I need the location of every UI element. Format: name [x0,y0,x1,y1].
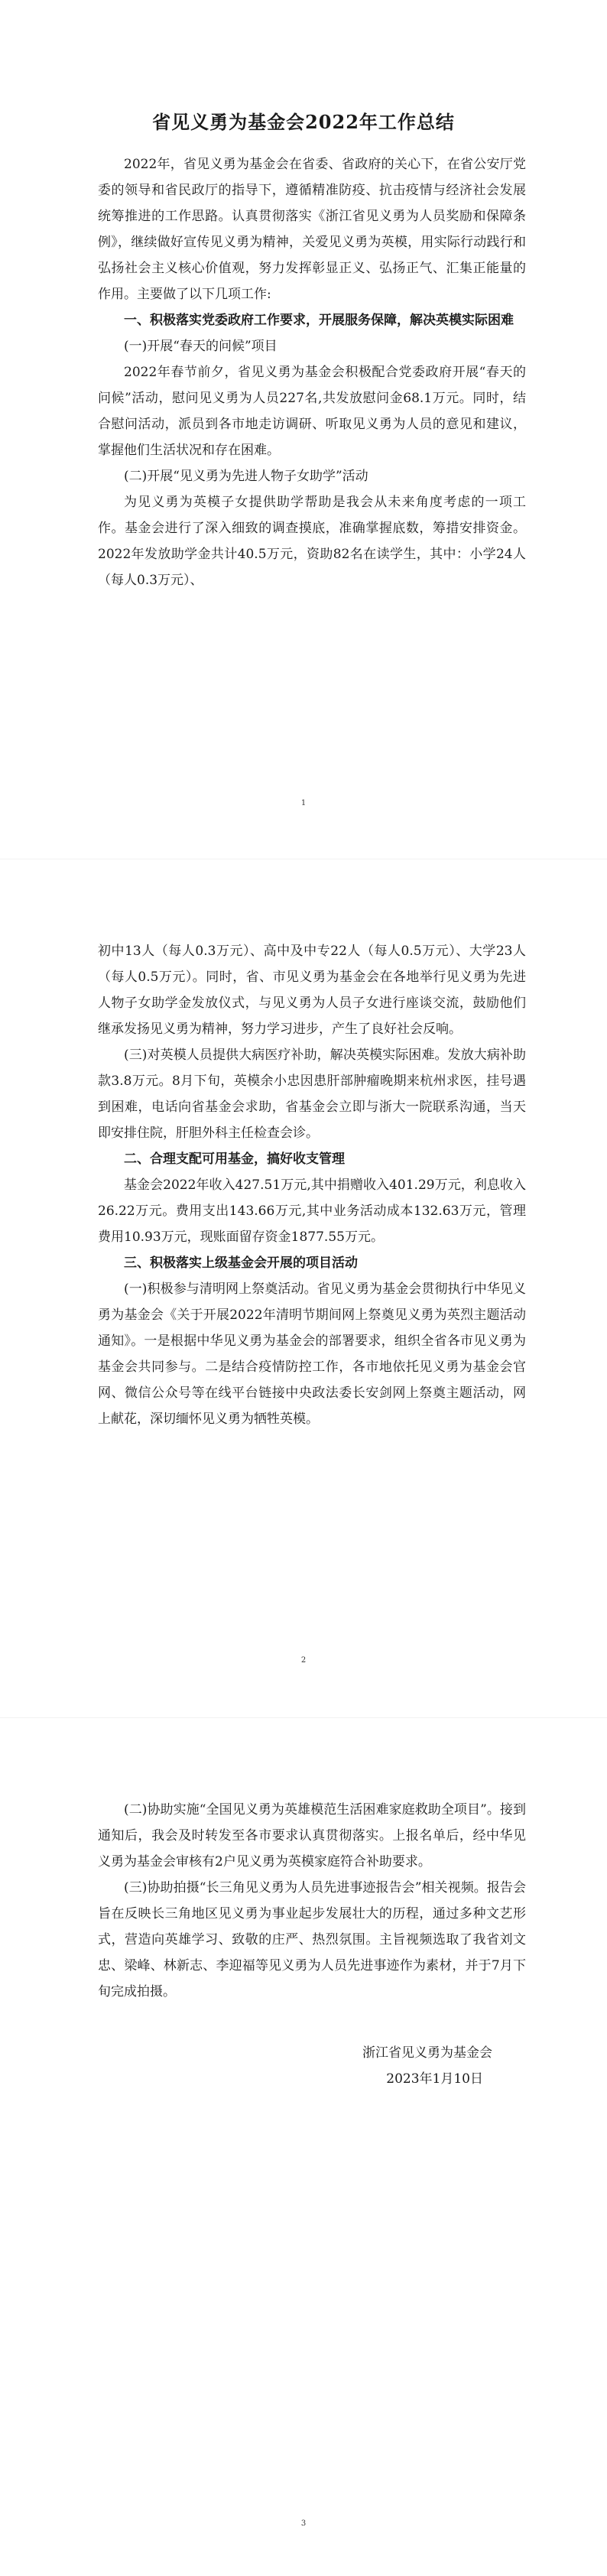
subsection-3-1-paragraph: (一)积极参与清明网上祭奠活动。省见义勇为基金会贯彻执行中华见义勇为基金会《关于开展2022年清明节期间网上祭奠见义勇为英烈主题活动通知》。一是根据中华见义勇为基金会的部署要求，组织全省各市见义勇为基金会共同参与。二是结合疫情防控工作，各市地依托见义勇为基金会官网、微信公众号等在线平台链接中央政法委长安剑网上祭奠主题活动，网上献花，深切缅怀见义勇为牺牲英模。 [98,1282,526,1427]
page-number: 2 [300,1656,307,1665]
page-number: 1 [300,799,307,807]
subsection-1-2-continued: 初中13人（每人0.3万元）、高中及中专22人（每人0.5万元）、大学23人（每人0.5万元）。同时，省、市见义勇为基金会在各地举行见义勇为先进人物子女助学金发放仪式，与见义勇为人员子女进行座谈交流，鼓励他们继承发扬见义勇为精神，努力学习进步，产生了良好社会反响。 [98,944,526,1037]
subsection-3-3-paragraph: (三)协助拍摄“长三角见义勇为人员先进事迹报告会”相关视频。报告会旨在反映长三角地区见义勇为事业起步发展壮大的历程，通过多种文艺形式，营造向英雄学习、致敬的庄严、热烈氛围。主旨视频选取了我省刘文忠、梁峰、林新志、李迎福等见义勇为人员先进事迹作为素材，并于7月下旬完成拍摄。 [98,1880,526,1999]
subsection-1-1-paragraph: 2022年春节前夕，省见义勇为基金会积极配合党委政府开展“春天的问候”活动，慰问见义勇为人员227名,共发放慰问金68.1万元。同时，结合慰问活动，派员到各市地走访调研、听取见义勇为人员的意见和建议，掌握他们生活状况和存在困难。 [98,365,526,458]
intro-paragraph: 2022年，省见义勇为基金会在省委、省政府的关心下，在省公安厅党委的领导和省民政厅的指导下，遵循精准防疫、抗击疫情与经济社会发展统筹推进的工作思路。认真贯彻落实《浙江省见义勇为人员奖励和保障条例》，继续做好宣传见义勇为精神，关爱见义勇为英模，用实际行动践行和弘扬社会主义核心价值观，努力发挥彰显正义、弘扬正气、汇集正能量的作用。主要做了以下几项工作: [98,157,526,302]
document-title: 省见义勇为基金会2022年工作总结 [152,111,455,133]
document-page-1 [0,0,607,859]
section-2-heading: 二、合理支配可用基金，搞好收支管理 [124,1152,345,1167]
signature-date: 2023年1月10日 [386,2071,483,2087]
document-page-2 [0,859,607,1717]
signature-organization: 浙江省见义勇为基金会 [362,2045,492,2061]
page-2-body [98,938,526,1432]
subsection-1-1-heading: (一)开展“春天的问候”项目 [124,339,278,354]
section-2-paragraph: 基金会2022年收入427.51万元,其中捐赠收入401.29万元，利息收入26.22万元。费用支出143.66万元,其中业务活动成本132.63万元，管理费用10.93万元，现账面留存资金1877.55万元。 [98,1178,526,1245]
subsection-1-2-paragraph: 为见义勇为英模子女提供助学帮助是我会从未来角度考虑的一项工作。基金会进行了深入细致的调查摸底，准确掌握底数，筹措安排资金。2022年发放助学金共计40.5万元，资助82名在读学生，其中：小学24人（每人0.3万元）、 [98,495,526,588]
subsection-1-3-paragraph: (三)对英模人员提供大病医疗补助，解决英模实际困难。发放大病补助款3.8万元。8月下旬，英模余小忠因患肝部肿瘤晚期来杭州求医，挂号遇到困难，电话向省基金会求助，省基金会立即与浙大一院联系沟通，当天即安排住院，肝胆外科主任检查会诊。 [98,1048,526,1141]
page-3-body [98,1797,526,2092]
page-1-body [98,151,526,593]
subsection-1-2-heading: (二)开展“见义勇为先进人物子女助学”活动 [124,469,368,484]
document-page-3 [0,1717,607,2576]
section-1-heading: 一、积极落实党委政府工作要求，开展服务保障，解决英模实际困难 [124,313,514,328]
subsection-3-2-paragraph: (二)协助实施“全国见义勇为英雄模范生活困难家庭救助全项目”。接到通知后，我会及时转发至各市要求认真贯彻落实。上报名单后，经中华见义勇为基金会审核有2户见义勇为英模家庭符合补助要求。 [98,1802,526,1869]
section-3-heading: 三、积极落实上级基金会开展的项目活动 [124,1256,358,1271]
page-number: 3 [300,2519,307,2528]
